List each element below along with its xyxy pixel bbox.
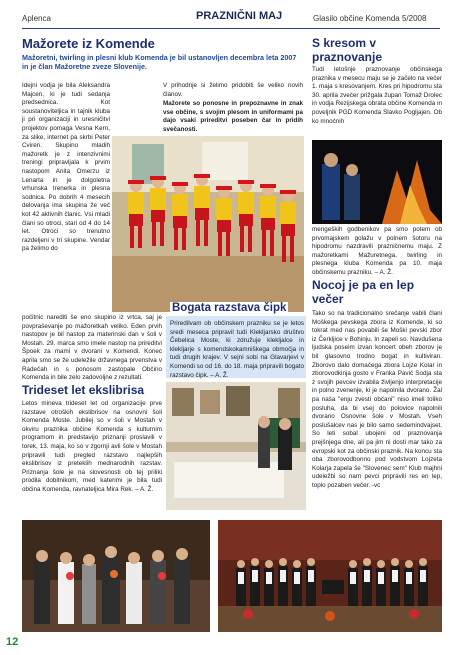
night-title: Nocoj je pa en lep večer — [312, 278, 415, 306]
majorettes-photo — [112, 136, 304, 312]
fire-text-bottom: mengeških godbenikov pa smo potem ob prvomajskem golažu v polnem šotoru na hipodromu nazdravili prazničnemu maju. Z mažoretkami Mažuretnega, twirling in plesnega kluba Komenda pa 10. maja občinskemu prazniku. – A. Ž. — [312, 226, 442, 276]
exlibris-title: Trideset let ekslibrisa — [22, 383, 145, 397]
page-header — [0, 0, 452, 30]
majorette-text-col1-bottom: počitnic narediti še eno skupino iz vrtca, saj je povpraševanje po mažoretkah veliko. Eden prvih nastopov je bil nastop za materinski dan v šoli v Mostah. 29. marca smo imele nastop na prireditvi Špoek za mami v dvorani v Komendi. Konec aprila smo se že udeležile državnega prvenstva v Radečah in s ponosom zastopale Občino Komenda in bile zelo zadovoljne z rezultati. — [22, 314, 162, 382]
header-left: Aplenca — [22, 14, 51, 23]
award-photo — [22, 520, 210, 632]
lace-title: Bogata razstava čipk — [172, 302, 287, 314]
fire-text-top: Tudi letošnje praznovanje občinskega praznika v mesecu maju se je začelo na večer 1. maja s kresovanjem. Kres pri hipodromu sta 30. aprila zvečer prižgala župan Tomaž Drolec in vodja Rezijskega obrata občine Komenda in poveljnik PGD Komenda Slavko Pogljajen. Ob ko mnočnih — [312, 66, 442, 125]
lace-text: Priredilvam ob občinskem prazniku se je letos sredi meseca pripravil tudi Klekljarsko društvo Čebelica Moste, ki združuje klekljalce in klekljarje s komendskokamniškega območja in tudi drugih krajev. V sejni sobi na Glavarjevi v Komendi so od 16. do 18. maja pripravili bogato razstavo čipk. – A. Ž. — [170, 320, 304, 379]
majorette-text-col2-p2: Mažorete so ponosne in prepoznavne in znak vse občine, s svojim plesom in uniformami pa dajo vsaki prireditvi poseben čar in pridih svečanosti. — [163, 100, 303, 133]
majorette-lead: Mažoretni, twirling in plesni klub Komenda je bil ustanovljen decembra leta 2007 in je član Mažoretne zveze Slovenije. — [22, 53, 297, 71]
bonfire-photo — [312, 140, 442, 224]
lace-exhibition-photo — [166, 382, 306, 510]
header-title: PRAZNIČNI MAJ — [196, 10, 283, 22]
choir-photo — [218, 520, 442, 632]
header-rule — [22, 28, 440, 29]
exlibris-text: Letos mineva trideset let od organizacije prve razstave otroških ekslibrisov na osnovni šoli Komenda Moste. Jubilej so v šoli v Mostah v okviru praznika občine Komenda s kulturnim programom in predstavijo priznanji proslavili v torek, 13. maja, ko so v zgornji avli šole v Mostah pripravili tudi pregled razstavo najlepših ekslibrisov iz preteklih mednarodnih razstav. Priznanja šole je na slovesnosti ob tej priliki prodila dobitnikom, med katerimi je bila tudi občina Komenda, ravnateljica Mira Rek. – A. Ž. — [22, 400, 162, 493]
header-right: Glasilo občine Komenda 5/2008 — [313, 14, 427, 23]
night-text: Tako so na tradicionalno srečanje vabili člani Moškega pevskega zbora iz Komende, ki so tokrat med nas povabili še Moški pevski zbor iz Čerkljice v Bohinju. In zapeli so. Navdušena ljudska poseim izvan koncert obeh zborov je bil glasovno trodno bogat in kultiviran. Zborovo dalo domačega zbora Lojze Kolar in zborovodkinja gosto v Franka Pavič Sodja sta z svojih pevcev izvabila življenjo interpretacije in polno zvenenje, ki je napolnila dvorano. Žal pa naša "enju zvesti občani" niso imeli toliko posluha, da bi vsej do polovice napolnili dvorano Osnovne šole v Mostah. Vseh poslušalcev nas je bilo samo sedemindvajset. So leti sobal ubojeni od praznovanja prejšnjega dne, ali pa jim ni dosti mar tako za evropski kot za občinski praznik. Na koncu sta oba zborovodbonno pod vodstvom Lojzeta Kolarja zapela še "Slovenec sem" Klub majhni udeležbi so nam pevci pripravili res en lep, toplo pozaben večer. -vc — [312, 310, 442, 489]
majorette-text-col1: Idejni vodja je bila Aleksandra Majcen, ki je tudi sedanja predsednica. Kot soustanoviteljica in tajnik kluba ji pri organizaciji in uresničitvi projektov pomaga Vesna Kern, za slike, internet pa skrbi Peter Cviren. Skupino mladih mažoretk je z intenzivnimi treningi pripravljala k prvim nastopom Anita Omerzu iz Lenarta in je dolgoletna vrhunska trenerka in plesna sodnica. Po dobrih 4 mesecih delovanja ima skupina že več kot 42 aktivnih članic. Vsi mladi člani so otroci, stari od 4 do 14 let. Otroci so trenutno razdeljeni v tri skupine. Vendar pa želimo do — [22, 82, 110, 253]
majorette-title: Mažorete iz Komende — [22, 36, 155, 51]
majorette-text-col2-p1: V prihodnje si želimo pridobiti še veliko novih članov. — [163, 82, 303, 98]
fire-title: S kresom v praznovanje — [312, 36, 383, 64]
page-number: 12 — [6, 636, 19, 648]
